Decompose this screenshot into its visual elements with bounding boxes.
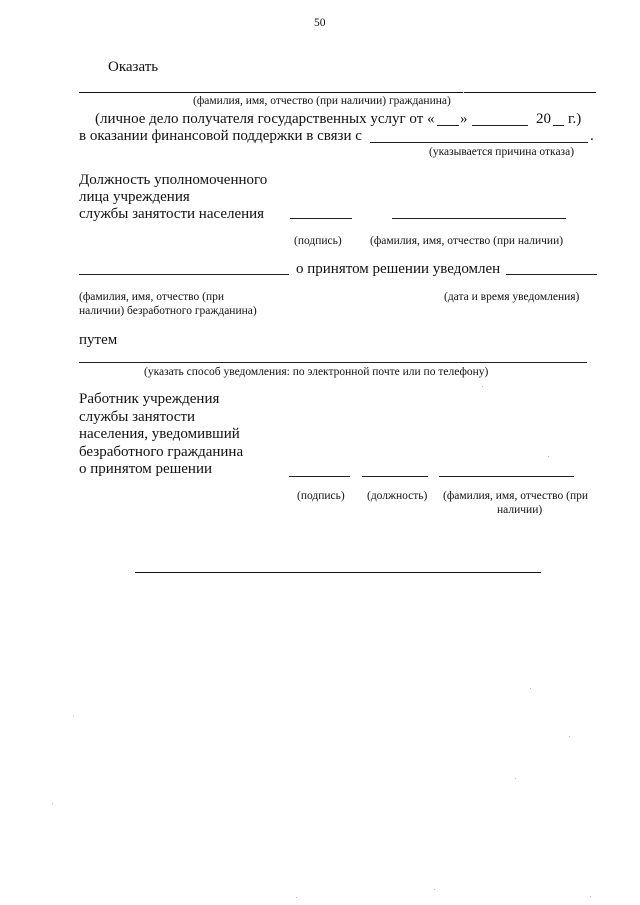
citizen-caption-line-1: (фамилия, имя, отчество (при — [79, 291, 225, 303]
official-name-caption: (фамилия, имя, отчество (при наличии) — [370, 235, 564, 247]
official-signature-field[interactable] — [290, 218, 352, 219]
official-line-2: лица учреждения — [79, 189, 190, 205]
scan-speck — [482, 386, 483, 387]
worker-line-3: населения, уведомивший — [79, 426, 240, 442]
case-line-close-quote: » — [460, 111, 468, 127]
applicant-name-line[interactable] — [79, 92, 596, 93]
notification-method-field[interactable] — [79, 362, 587, 363]
scan-speck — [515, 778, 516, 779]
official-line-3: службы занятости населения — [79, 206, 265, 222]
worker-name-caption-line-2: наличии) — [497, 504, 543, 516]
case-month-field[interactable] — [472, 125, 528, 126]
datetime-caption: (дата и время уведомления) — [444, 291, 580, 303]
official-line-1: Должность уполномоченного — [79, 172, 268, 188]
case-year-suffix: г.) — [568, 111, 582, 127]
scan-speck — [296, 897, 297, 898]
refusal-reason-field[interactable] — [370, 142, 588, 143]
scan-speck — [548, 456, 549, 457]
worker-name-caption-line-1: (фамилия, имя, отчество (при — [443, 490, 589, 502]
worker-position-caption: (должность) — [367, 490, 428, 502]
case-day-field[interactable] — [437, 125, 459, 126]
scan-speck — [569, 736, 570, 737]
scan-speck — [434, 889, 435, 890]
notified-text: о принятом решении уведомлен — [296, 261, 501, 277]
reason-caption: (указывается причина отказа) — [429, 146, 575, 158]
support-line-period: . — [590, 128, 594, 144]
scan-speck — [463, 92, 464, 93]
notification-datetime-field[interactable] — [506, 274, 597, 275]
closing-divider — [135, 572, 541, 573]
worker-line-1: Работник учреждения — [79, 391, 220, 407]
worker-name-field[interactable] — [439, 476, 574, 477]
page-number: 50 — [314, 17, 326, 29]
citizen-name-field[interactable] — [79, 274, 289, 275]
method-label: путем — [79, 332, 118, 348]
worker-line-5: о принятом решении — [79, 461, 212, 477]
worker-signature-field[interactable] — [289, 476, 350, 477]
worker-line-2: службы занятости — [79, 409, 196, 425]
case-line-open: (личное дело получателя государственных услуг от « — [95, 111, 435, 127]
scan-speck — [52, 803, 53, 804]
refuse-label: Оказать — [108, 59, 159, 75]
applicant-caption: (фамилия, имя, отчество (при наличии) гражданина) — [193, 95, 451, 107]
official-signature-caption: (подпись) — [294, 235, 342, 247]
citizen-caption-line-2: наличии) безработного гражданина) — [79, 305, 257, 317]
worker-line-4: безработного гражданина — [79, 444, 244, 460]
support-line-text: в оказании финансовой поддержки в связи с — [79, 128, 362, 144]
official-name-field[interactable] — [392, 218, 566, 219]
method-caption: (указать способ уведомления: по электронной почте или по телефону) — [144, 366, 489, 378]
case-year-field[interactable] — [553, 125, 564, 126]
worker-position-field[interactable] — [362, 476, 428, 477]
case-year-prefix: 20 — [536, 111, 551, 127]
worker-signature-caption: (подпись) — [297, 490, 345, 502]
scan-speck — [590, 896, 591, 897]
scan-speck — [530, 688, 531, 689]
scan-speck — [73, 716, 74, 717]
